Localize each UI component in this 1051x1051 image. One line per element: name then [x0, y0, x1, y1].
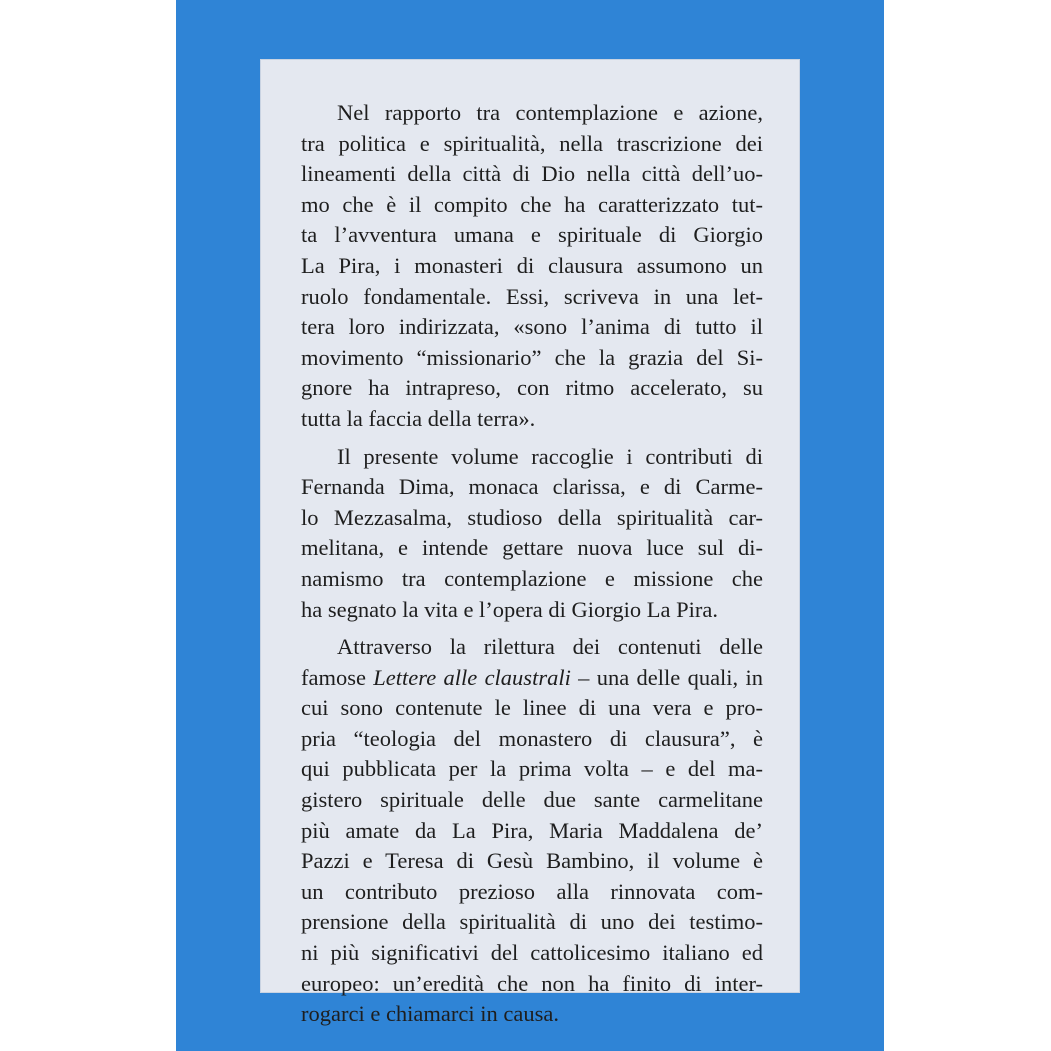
text-segment: – una delle quali, in: [570, 664, 763, 690]
text-line: ha segnato la vita e l’opera di Giorgio La Pira.: [301, 596, 718, 622]
text-line: cui sono contenute le linee di una vera e pro-: [301, 695, 763, 721]
text-line: gnore ha intrapreso, con ritmo accelerato, su: [301, 375, 763, 401]
text-panel: [260, 59, 800, 1027]
text-line: namismo tra contemplazione e missione che: [301, 565, 763, 591]
text-line: pria “teologia del monastero di clausura”, è: [301, 725, 763, 751]
text-line: tutta la faccia della terra».: [301, 405, 536, 431]
blurb-text: [301, 98, 763, 1037]
text-line: europeo: un’eredità che non ha finito di inter-: [301, 970, 763, 996]
text-line: Pazzi e Teresa di Gesù Bambino, il volume è: [301, 848, 763, 874]
book-title-italic: Lettere alle claustrali: [373, 664, 571, 690]
text-line: movimento “missionario” che la grazia del Si-: [301, 344, 763, 370]
text-line: rogarci e chiamarci in causa.: [301, 1001, 559, 1027]
text-line: melitana, e intende gettare nuova luce sul di-: [301, 535, 763, 561]
paragraph-1: [301, 98, 763, 435]
text-line: ta l’avventura umana e spirituale di Giorgio: [301, 222, 763, 248]
text-line: lineamenti della città di Dio nella città dell’uo-: [301, 161, 763, 187]
paragraph-3: [301, 632, 763, 1030]
text-line: qui pubblicata per la prima volta – e del ma-: [301, 756, 763, 782]
text-line: Attraverso la rilettura dei contenuti delle: [337, 634, 763, 660]
text-line: tra politica e spiritualità, nella trascrizione dei: [301, 130, 763, 156]
text-line: Fernanda Dima, monaca clarissa, e di Carme-: [301, 474, 763, 500]
blue-cover: [176, 0, 884, 1051]
text-line: lo Mezzasalma, studioso della spiritualità car-: [301, 504, 763, 530]
text-line: Nel rapporto tra contemplazione e azione,: [337, 100, 763, 125]
text-line: un contributo prezioso alla rinnovata com-: [301, 878, 763, 904]
text-line: La Pira, i monasteri di clausura assumono un: [301, 252, 763, 278]
text-line: ruolo fondamentale. Essi, scriveva in una let-: [301, 283, 763, 309]
text-line: tera loro indirizzata, «sono l’anima di tutto il: [301, 314, 763, 340]
text-line: ni più significativi del cattolicesimo italiano ed: [301, 940, 763, 966]
text-line: prensione della spiritualità di uno dei testimo-: [301, 909, 763, 935]
paragraph-2: [301, 442, 763, 626]
text-line: gistero spirituale delle due sante carmelitane: [301, 787, 763, 813]
text-line: più amate da La Pira, Maria Maddalena de’: [301, 817, 763, 843]
text-line-with-italic-title: [301, 663, 763, 694]
text-segment: famose: [301, 664, 374, 690]
text-line: mo che è il compito che ha caratterizzato tut-: [301, 191, 763, 217]
text-line: Il presente volume raccoglie i contributi di: [337, 443, 763, 469]
